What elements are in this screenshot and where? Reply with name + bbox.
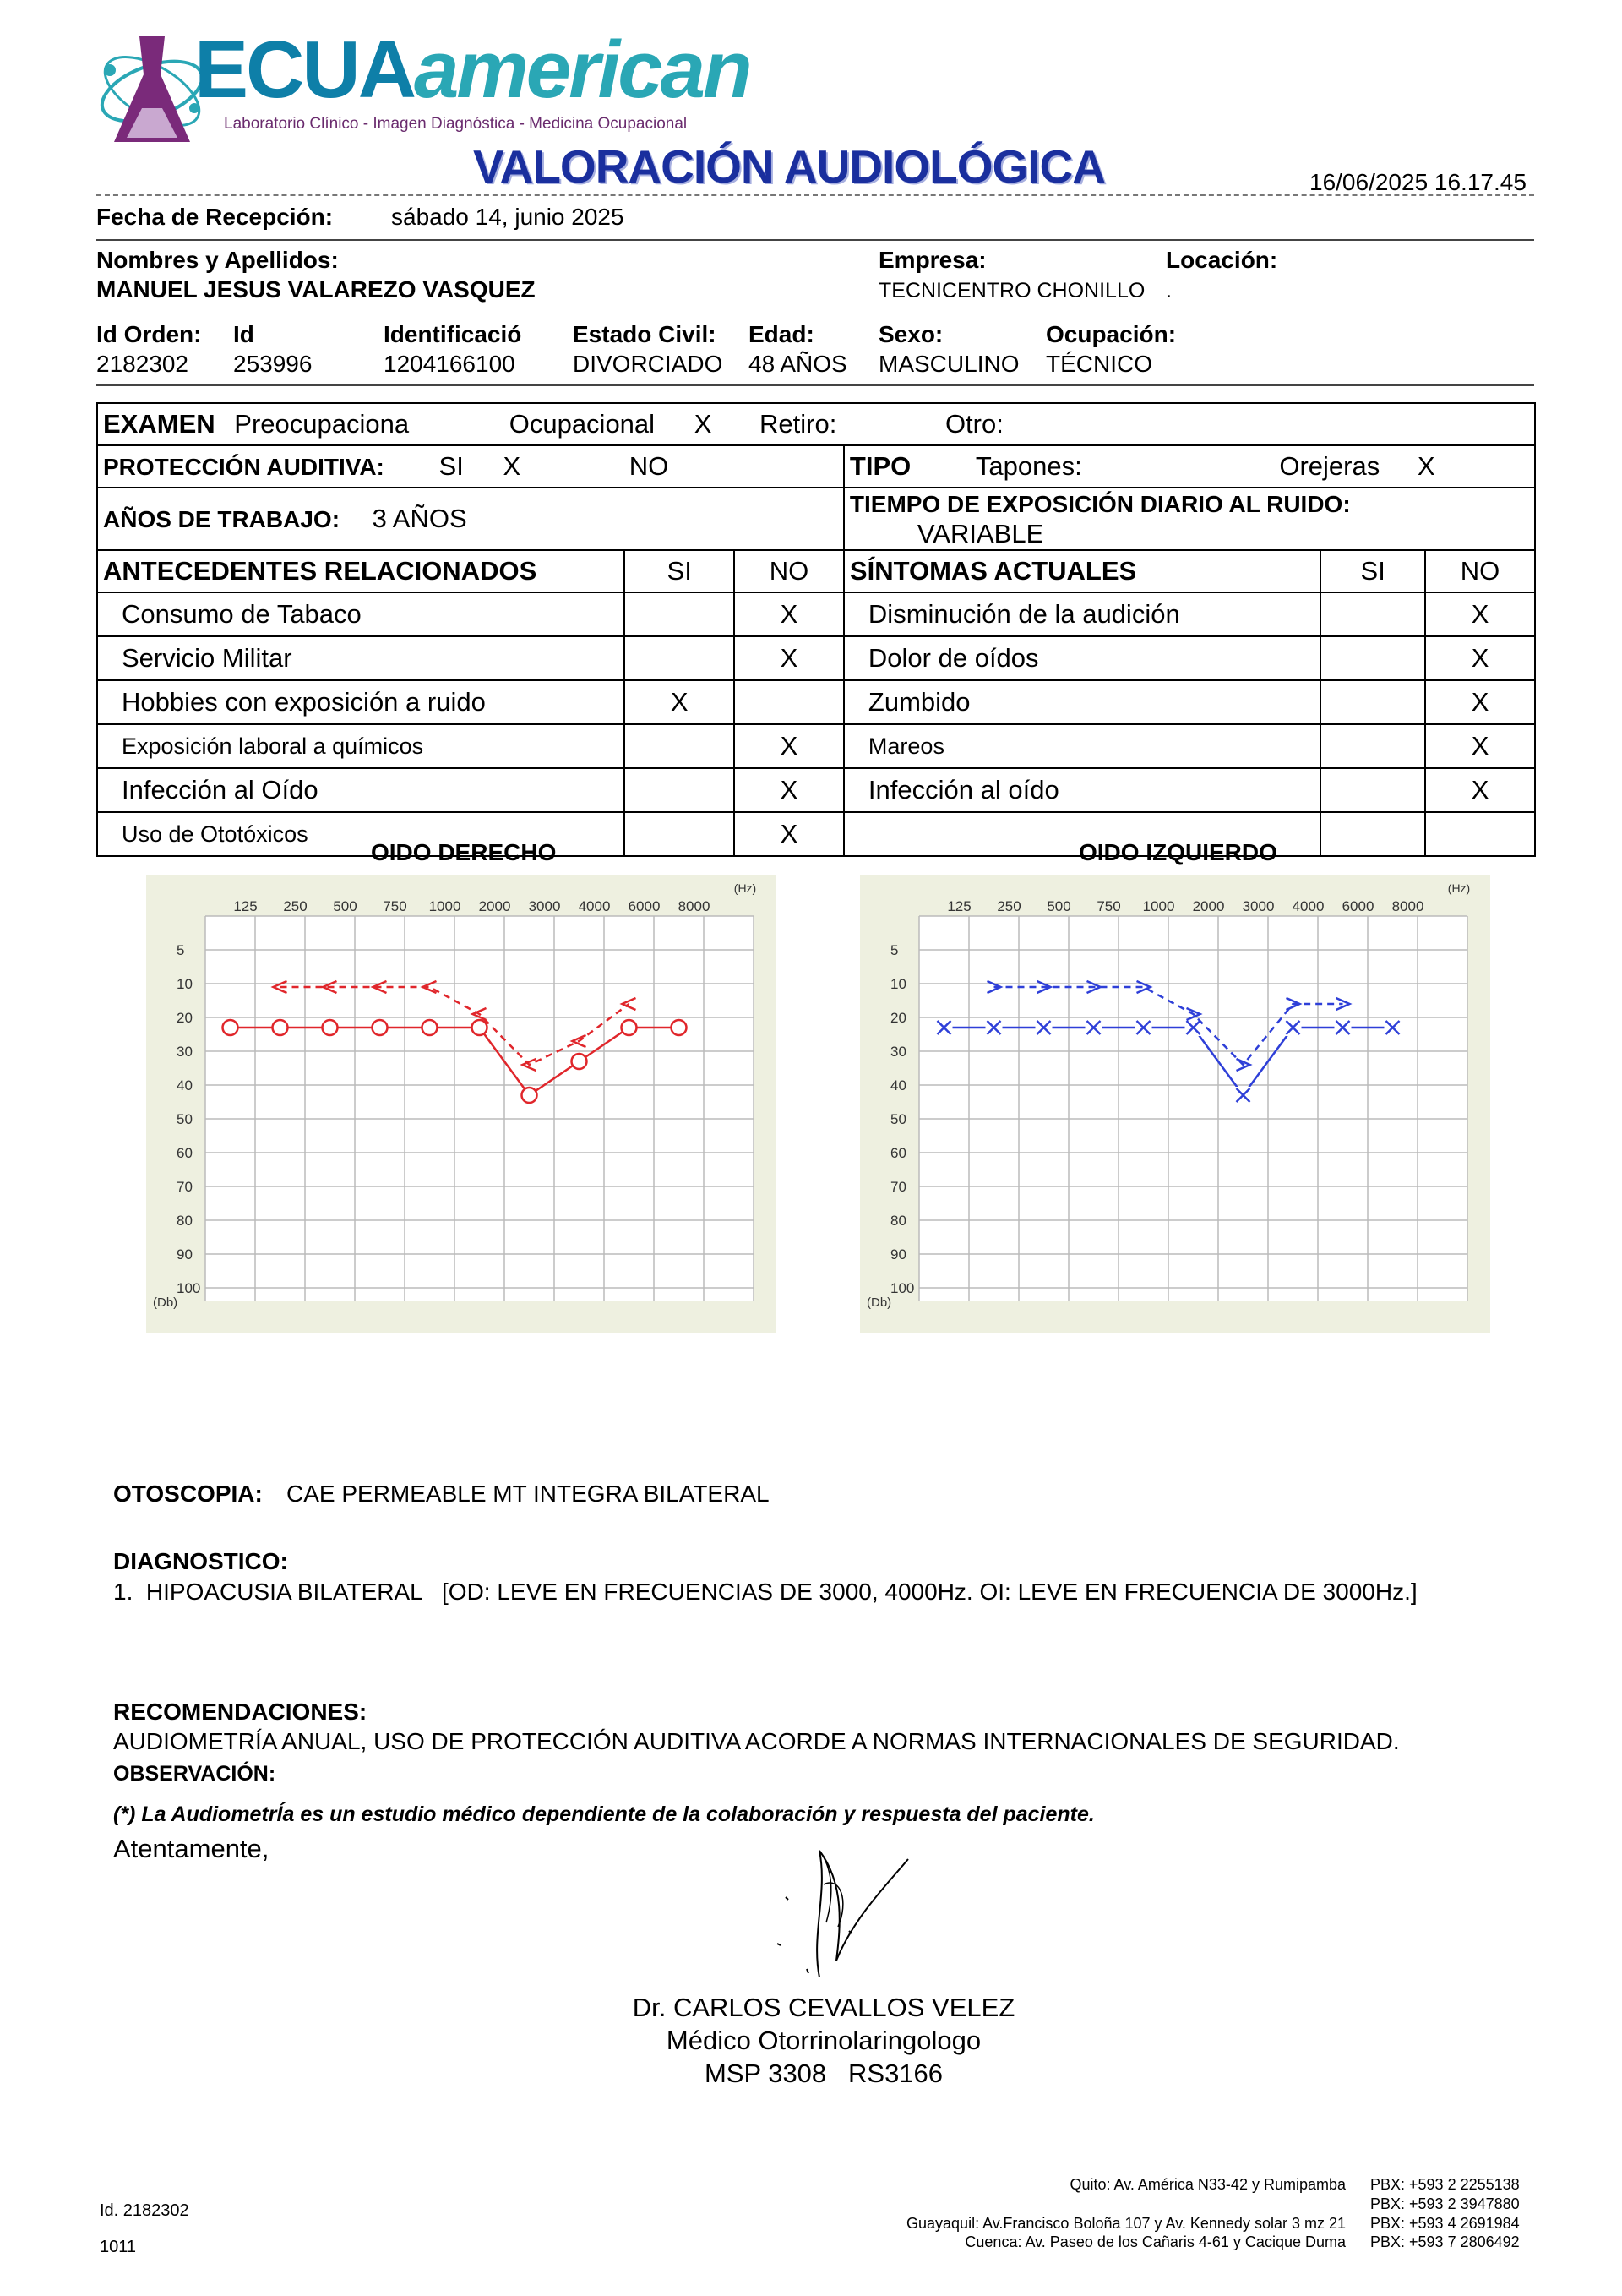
db-tick-label: 40 (890, 1077, 906, 1093)
history-header: ANTECEDENTES RELACIONADOS (97, 550, 624, 592)
db-tick-label: 70 (177, 1179, 193, 1195)
freq-tick-label: 750 (383, 898, 407, 914)
air-conduction-point (1335, 1019, 1352, 1036)
freq-tick-label: 750 (1097, 898, 1121, 914)
company-logo (93, 24, 750, 150)
freq-tick-label: 125 (947, 898, 972, 914)
col-no: NO (1425, 550, 1535, 592)
history-no (734, 680, 844, 724)
history-row (97, 636, 1535, 680)
x-axis-unit: (Hz) (1447, 881, 1471, 895)
exam-otro: Otro: (944, 409, 1004, 439)
history-item: Uso de Ototóxicos (97, 812, 624, 856)
tipo-orejeras-mark: X (1417, 451, 1435, 481)
order-label: Id Orden: (96, 321, 202, 347)
freq-tick-label: 250 (283, 898, 308, 914)
company-value: TECNICENTRO CHONILLO (879, 279, 1146, 303)
brand-name: ECUAamerican (194, 25, 750, 115)
id-label: Id (233, 321, 254, 347)
air-conduction-point (1086, 1019, 1102, 1036)
phone-2: PBX: +593 2 3947880 (1370, 2195, 1520, 2212)
freq-tick-label: 2000 (1192, 898, 1225, 914)
air-conduction-point (622, 1020, 637, 1035)
col-si: SI (624, 550, 734, 592)
chart-title-right: OIDO DERECHO (371, 839, 557, 865)
symptom-item: Disminución de la audición (844, 592, 1320, 636)
job-value: TÉCNICO (1046, 351, 1152, 377)
history-row (97, 592, 1535, 636)
air-conduction-point (1185, 1019, 1202, 1036)
y-axis-unit: (Db) (867, 1295, 892, 1310)
symptom-item: Infección al oído (844, 768, 1320, 812)
air-conduction-point (472, 1020, 487, 1035)
disclaimer-note: (*) La AudiometrÍa es un estudio médico dependiente de la colaboración y respuesta del paciente. (113, 1802, 1095, 1826)
exam-pre: Preocupaciona (234, 409, 410, 439)
db-tick-label: 70 (890, 1179, 906, 1195)
db-tick-label: 50 (177, 1111, 193, 1127)
symptom-si (1320, 592, 1425, 636)
ident-label: Identificació (384, 321, 522, 347)
x-axis-unit: (Hz) (733, 881, 757, 895)
symptom-no: X (1425, 592, 1535, 636)
db-tick-label: 30 (177, 1044, 193, 1060)
db-tick-label: 100 (177, 1280, 201, 1296)
y-axis-unit: (Db) (153, 1295, 178, 1310)
db-tick-label: 40 (177, 1077, 193, 1093)
job-label: Ocupación: (1046, 321, 1177, 347)
protection-si-mark: X (503, 451, 521, 481)
air-conduction-point (986, 1019, 1003, 1036)
history-si: X (624, 680, 734, 724)
divider (96, 239, 1534, 241)
history-si (624, 812, 734, 856)
symptom-item: Zumbido (844, 680, 1320, 724)
divider (96, 384, 1534, 386)
db-tick-label: 80 (177, 1213, 193, 1229)
exposure-label: TIEMPO DE EXPOSICIÓN DIARIO AL RUIDO: (849, 491, 1351, 517)
col-si: SI (1320, 550, 1425, 592)
exam-table (96, 402, 1536, 857)
freq-tick-label: 8000 (678, 898, 710, 914)
years-value: 3 AÑOS (372, 504, 467, 533)
db-tick-label: 100 (890, 1280, 915, 1296)
name-label: Nombres y Apellidos: (96, 247, 339, 273)
freq-tick-label: 2000 (478, 898, 511, 914)
phone-1: PBX: +593 2 2255138 (1370, 2176, 1520, 2193)
printed-timestamp: 16/06/2025 16.17.45 (1309, 169, 1527, 195)
db-tick-label: 30 (890, 1044, 906, 1060)
history-item: Hobbies con exposición a ruido (97, 680, 624, 724)
address-quito: Quito: Av. América N33-42 y Rumipamba (1070, 2176, 1346, 2193)
exam-ocup: Ocupacional (509, 409, 656, 439)
ident-value: 1204166100 (384, 351, 515, 377)
air-conduction-point (273, 1020, 288, 1035)
air-conduction-point (323, 1020, 338, 1035)
protection-label: PROTECCIÓN AUDITIVA: (103, 454, 384, 480)
reception-label: Fecha de Recepción: (96, 204, 334, 230)
reception-date: sábado 14, junio 2025 (391, 204, 624, 230)
db-tick-label: 60 (890, 1145, 906, 1161)
db-tick-label: 20 (177, 1010, 193, 1026)
db-tick-label: 20 (890, 1010, 906, 1026)
civil-value: DIVORCIADO (573, 351, 723, 377)
freq-tick-label: 250 (997, 898, 1021, 914)
years-label: AÑOS DE TRABAJO: (103, 506, 340, 532)
freq-tick-label: 125 (233, 898, 258, 914)
air-conduction-point (1036, 1019, 1053, 1036)
age-label: Edad: (748, 321, 814, 347)
plot-area (919, 916, 1467, 1301)
symptoms-header: SÍNTOMAS ACTUALES (844, 550, 1320, 592)
air-conduction-point (572, 1054, 587, 1069)
freq-tick-label: 3000 (1242, 898, 1275, 914)
location-label: Locación: (1166, 247, 1278, 273)
history-si (624, 592, 734, 636)
id-value: 253996 (233, 351, 313, 377)
db-tick-label: 90 (890, 1246, 906, 1263)
history-header-row (97, 550, 1535, 592)
db-tick-label: 80 (890, 1213, 906, 1229)
symptom-no: X (1425, 680, 1535, 724)
db-tick-label: 10 (890, 976, 906, 992)
symptom-si (1320, 768, 1425, 812)
age-value: 48 AÑOS (748, 351, 847, 377)
chart-title-left: OIDO IZQUIERDO (1079, 839, 1277, 865)
db-tick-label: 90 (177, 1246, 193, 1263)
history-si (624, 636, 734, 680)
db-tick-label: 5 (177, 942, 185, 958)
work-years-row (97, 488, 1535, 550)
history-no: X (734, 636, 844, 680)
plot-area (205, 916, 754, 1301)
exam-ocup-mark: X (694, 409, 712, 439)
protection-row (97, 445, 1535, 488)
air-conduction-point (223, 1020, 238, 1035)
history-no: X (734, 768, 844, 812)
protection-si: SI (438, 451, 464, 481)
audiogram-left-ear (860, 875, 1490, 1333)
history-item: Servicio Militar (97, 636, 624, 680)
db-tick-label: 5 (890, 942, 899, 958)
air-conduction-point (672, 1020, 687, 1035)
history-row (97, 724, 1535, 768)
freq-tick-label: 4000 (578, 898, 611, 914)
history-no: X (734, 724, 844, 768)
protection-no: NO (629, 451, 669, 481)
phone-4: PBX: +593 7 2806492 (1370, 2233, 1520, 2250)
tipo-orejeras: Orejeras (1279, 451, 1380, 481)
recommendations-value: AUDIOMETRÍA ANUAL, USO DE PROTECCIÓN AUDITIVA ACORDE A NORMAS INTERNACIONALES DE SEGURIDAD. (113, 1728, 1400, 1754)
recommendations-label: RECOMENDACIONES: (113, 1699, 367, 1725)
freq-tick-label: 3000 (528, 898, 561, 914)
sex-label: Sexo: (879, 321, 944, 347)
company-label: Empresa: (879, 247, 987, 273)
symptom-si (1320, 636, 1425, 680)
symptom-no: X (1425, 636, 1535, 680)
exam-type-row (97, 403, 1535, 445)
footer-code: 1011 (100, 2238, 137, 2256)
history-item: Consumo de Tabaco (97, 592, 624, 636)
symptom-no: X (1425, 724, 1535, 768)
history-no: X (734, 812, 844, 856)
history-si (624, 724, 734, 768)
tipo-tapones: Tapones: (975, 451, 1082, 481)
freq-tick-label: 6000 (1342, 898, 1374, 914)
doctor-role: Médico Otorrinolaringologo (666, 2026, 982, 2055)
flask-icon (93, 24, 211, 150)
freq-tick-label: 6000 (628, 898, 661, 914)
air-conduction-point (1135, 1019, 1152, 1036)
divider (96, 194, 1534, 196)
sex-value: MASCULINO (879, 351, 1020, 377)
otoscopy-value: CAE PERMEABLE MT INTEGRA BILATERAL (286, 1481, 770, 1507)
exam-retiro: Retiro: (759, 409, 837, 439)
page-title: VALORACIÓN AUDIOLÓGICA (473, 140, 1105, 193)
symptom-si (1320, 724, 1425, 768)
db-tick-label: 10 (177, 976, 193, 992)
freq-tick-label: 500 (333, 898, 357, 914)
location-value: . (1166, 279, 1172, 303)
freq-tick-label: 1000 (428, 898, 461, 914)
col-no: NO (734, 550, 844, 592)
air-conduction-point (1285, 1019, 1302, 1036)
symptom-no (1425, 812, 1535, 856)
address-guayaquil: Guayaquil: Av.Francisco Boloña 107 y Av. Kennedy solar 3 mz 21 (906, 2215, 1346, 2232)
history-si (624, 768, 734, 812)
symptom-item: Dolor de oídos (844, 636, 1320, 680)
exposure-value: VARIABLE (917, 519, 1044, 548)
history-item: Infección al Oído (97, 768, 624, 812)
diagnosis-label: DIAGNOSTICO: (113, 1548, 288, 1574)
air-conduction-point (1385, 1019, 1402, 1036)
symptom-no: X (1425, 768, 1535, 812)
freq-tick-label: 500 (1047, 898, 1071, 914)
closing-text: Atentamente, (113, 1834, 269, 1863)
footer-id: Id. 2182302 (100, 2201, 189, 2220)
address-cuenca: Cuenca: Av. Paseo de los Cañaris 4-61 y Cacique Duma (965, 2233, 1346, 2250)
freq-tick-label: 4000 (1292, 898, 1325, 914)
air-conduction-point (422, 1020, 438, 1035)
brand-tagline: Laboratorio Clínico - Imagen Diagnóstica - Medicina Ocupacional (224, 115, 688, 133)
symptom-si (1320, 812, 1425, 856)
air-conduction-point (1235, 1087, 1252, 1104)
db-tick-label: 50 (890, 1111, 906, 1127)
exam-label: EXAMEN (103, 409, 215, 439)
freq-tick-label: 1000 (1142, 898, 1175, 914)
tipo-label: TIPO (849, 451, 912, 481)
signature (760, 1834, 929, 1986)
otoscopy-label: OTOSCOPIA: (113, 1481, 263, 1507)
freq-tick-label: 8000 (1391, 898, 1424, 914)
symptom-si (1320, 680, 1425, 724)
db-tick-label: 60 (177, 1145, 193, 1161)
doctor-registration: MSP 3308 RS3166 (704, 2059, 944, 2088)
history-no: X (734, 592, 844, 636)
history-row (97, 680, 1535, 724)
phone-3: PBX: +593 4 2691984 (1370, 2215, 1520, 2232)
observation-label: OBSERVACIÓN: (113, 1762, 276, 1786)
order-value: 2182302 (96, 351, 189, 377)
civil-label: Estado Civil: (573, 321, 716, 347)
patient-name: MANUEL JESUS VALAREZO VASQUEZ (96, 276, 536, 303)
air-conduction-point (936, 1019, 953, 1036)
diagnosis-value: 1. HIPOACUSIA BILATERAL [OD: LEVE EN FRECUENCIAS DE 3000, 4000Hz. OI: LEVE EN FRECUENCIA DE 3000Hz.] (113, 1579, 1418, 1605)
audiogram-right-ear (146, 875, 776, 1333)
history-row (97, 812, 1535, 856)
doctor-name: Dr. CARLOS CEVALLOS VELEZ (632, 1993, 1015, 2022)
history-row (97, 768, 1535, 812)
air-conduction-point (373, 1020, 388, 1035)
air-conduction-point (522, 1088, 537, 1103)
symptom-item: Mareos (844, 724, 1320, 768)
history-item: Exposición laboral a químicos (97, 724, 624, 768)
